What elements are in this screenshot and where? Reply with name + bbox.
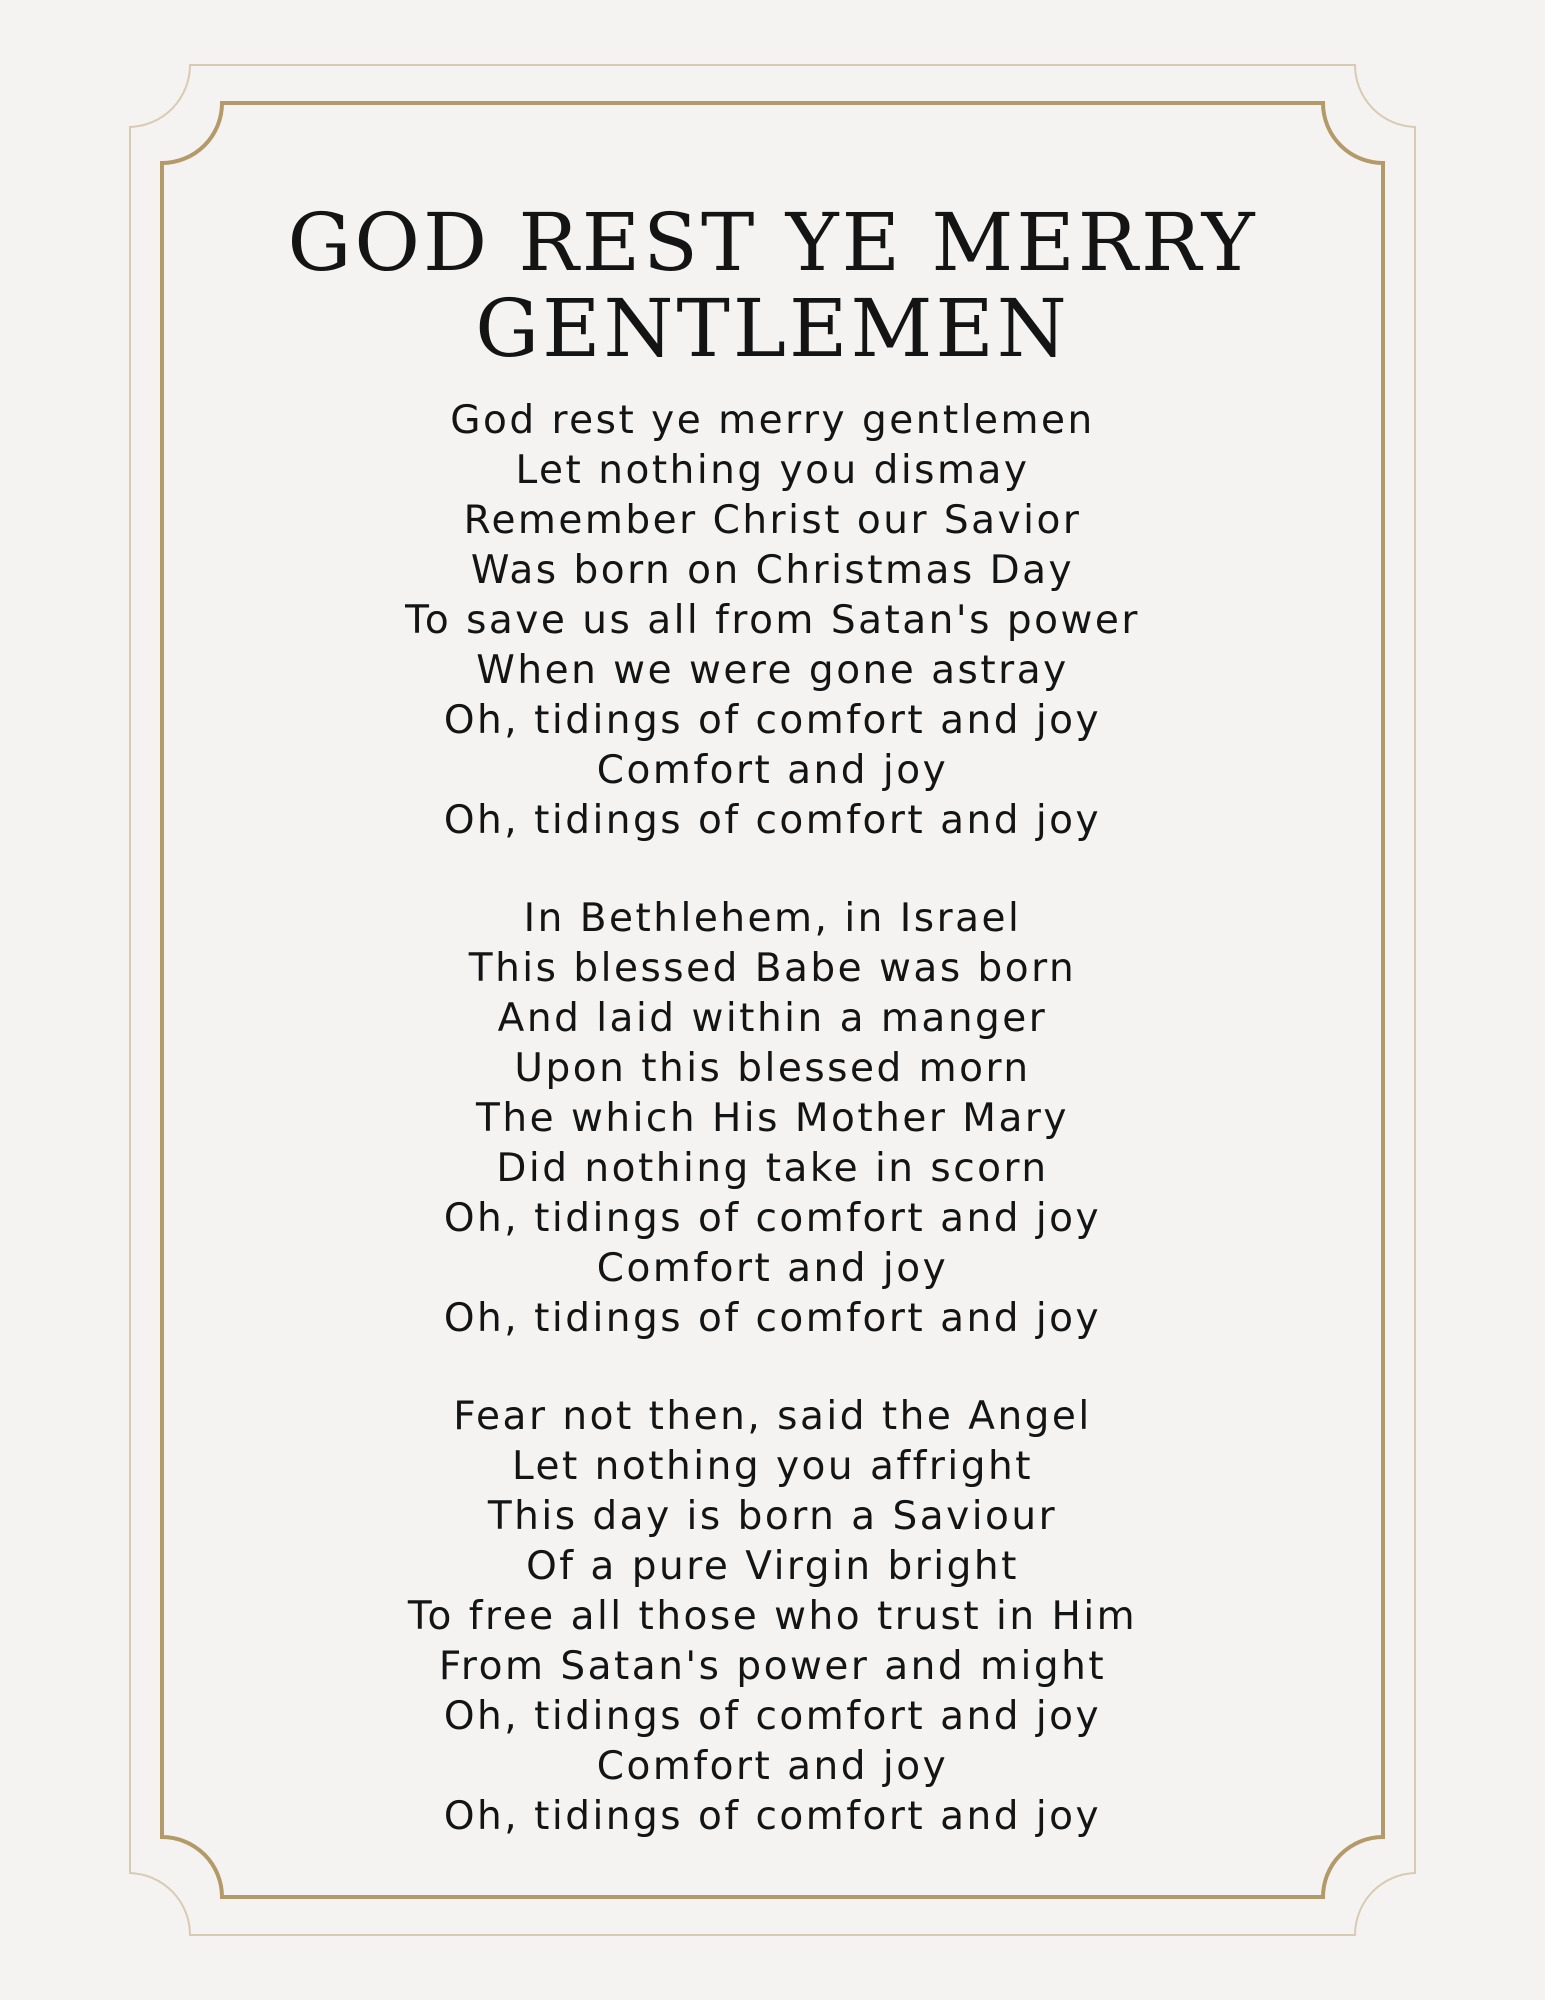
lyric-line: The which His Mother Mary [476,1096,1069,1141]
stanza-2 [200,894,1345,1344]
lyric-line: Remember Christ our Savior [463,498,1082,543]
lyric-line: To free all those who trust in Him [407,1594,1138,1639]
lyric-line: From Satan's power and might [438,1644,1107,1689]
lyric-line: When we were gone astray [476,648,1069,693]
lyric-line: Comfort and joy [596,748,949,793]
lyric-line: In Bethlehem, in Israel [523,896,1022,941]
lyric-line: Comfort and joy [596,1246,949,1291]
lyric-line: To save us all from Satan's power [405,598,1140,643]
title-line: GENTLEMEN [475,282,1070,375]
lyrics-body [200,396,1345,1842]
title-line: GOD REST YE MERRY [287,196,1258,289]
lyric-line: Oh, tidings of comfort and joy [443,1196,1102,1241]
lyric-line: Fear not then, said the Angel [453,1394,1092,1439]
lyric-line: Of a pure Virgin bright [526,1544,1019,1589]
lyric-line: This day is born a Saviour [487,1494,1058,1539]
lyric-line: Comfort and joy [596,1744,949,1789]
song-title [200,196,1345,375]
lyric-line: This blessed Babe was born [468,946,1077,991]
lyric-line: Oh, tidings of comfort and joy [443,1794,1102,1839]
lyric-line: Oh, tidings of comfort and joy [443,798,1102,843]
lyrics-sheet [200,196,1345,1842]
lyric-line: Oh, tidings of comfort and joy [443,1296,1102,1341]
lyric-line: Oh, tidings of comfort and joy [443,1694,1102,1739]
stanza-1 [200,396,1345,846]
lyric-line: Let nothing you dismay [515,448,1030,493]
lyric-line: Let nothing you affright [511,1444,1034,1489]
lyric-line: And laid within a manger [497,996,1048,1041]
lyric-line: God rest ye merry gentlemen [450,398,1095,443]
lyric-line: Did nothing take in scorn [496,1146,1049,1191]
lyric-line: Oh, tidings of comfort and joy [443,698,1102,743]
lyric-line: Was born on Christmas Day [470,548,1075,593]
lyric-line: Upon this blessed morn [514,1046,1031,1091]
stanza-3 [200,1392,1345,1842]
